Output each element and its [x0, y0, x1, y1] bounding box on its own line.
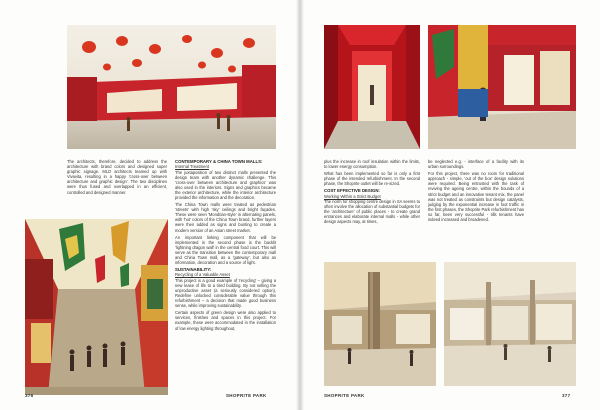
mall-interior-columns-photo	[324, 262, 436, 386]
body-paragraph: This project is a good example of 'recycling' – giving a new lease of life to a tired building. By not selling the unproductive asset (a seriously considered option), Redefine unlocked considerable value through this refurbishment – a decision that made good business sense, while improving sustainability.	[175, 277, 276, 309]
section-heading: SUSTAINABILITY:	[175, 267, 212, 273]
body-paragraph: Certain aspects of green design were also applied to services, finishes and spaces in this project. For example, these were accommodated in the installation of low energy lighting throughout,	[175, 310, 276, 331]
section-subheading: Recycling of a Valuable Asset	[175, 272, 230, 278]
page-number-left: 376	[25, 393, 34, 398]
shopfront-corridor-photo	[428, 25, 576, 149]
section-heading: COST EFFECTIVE DESIGN:	[324, 188, 380, 194]
intro-paragraph: The architects, therefore, decided to address the architecture with brand colors and designed super graphic signage. MLD architects teamed up with Vivavita, resulting in a happy 'cross-over between architecture and graphic design'. The two disciplines were thus fused and overlapped in an efficient, controlled and designed manner.	[67, 159, 167, 195]
red-facade-photo	[324, 25, 420, 149]
running-footer-left: SHOPRITE PARK	[226, 393, 267, 398]
left-text-column-2	[175, 159, 276, 333]
body-paragraph: The China Town malls were treated as pedestrian 'streets' with high 'sky' ceilings and bright façades. These were seen 'Mondrian-style' in alternating panels, with 'hot' colors of the China Town brand, further layers were then added as signs and bunting to create a modern version of an Asian street market.	[175, 202, 276, 233]
section-heading: CONTEMPORARY & CHINA TOWN MALLS:	[175, 159, 263, 164]
mall-corridor-photo	[444, 262, 576, 386]
page-gutter	[296, 0, 304, 410]
body-paragraph: What has been implemented so far is only a first phase of the intended refurbishment. In the second phase, the Shoprite outlet will be re-sized.	[324, 171, 420, 187]
body-paragraph: The norm for shopping centre design in SA seems to often involve the allocation of substantial budgets for the 'architecture' of public places - to create grand entrances and elaborate internal malls - while other design aspects may, at times,	[324, 198, 420, 225]
left-text-column-1	[67, 159, 167, 197]
china-town-mall-photo	[25, 219, 168, 395]
section-subheading: Internal Treatment	[175, 164, 209, 170]
body-paragraph: An important linking component that will be implemented in the second phase is the backlit 'lightning dragon wall' in the central food court. This will serve as the transition between the contemporary mall and China Town mall, as a 'gateway', but also as information, decoration and a source of light.	[175, 234, 276, 266]
body-paragraph: The juxtaposition of two distinct malls presented the design team with another dynamic challenge. This 'cross-over between architecture and graphics' was also used in the interiors. Signs and graphics became the exterior architecture, while the interior architecture provided the information and the decoration.	[175, 169, 276, 200]
running-footer-right: SHOPRITE PARK	[324, 393, 365, 398]
right-text-column-2	[428, 159, 524, 224]
mall-lanterns-photo	[67, 25, 276, 149]
right-text-column-1	[324, 159, 420, 226]
body-paragraph: be neglected e.g. - interface of a facility with its urban surroundings.	[428, 159, 524, 170]
right-page	[300, 0, 600, 410]
body-paragraph: plus the increase in roof insulation within the limits, to lower energy consumption.	[324, 159, 420, 170]
page-number-right: 377	[562, 393, 571, 398]
body-paragraph: For this project, there was no room for traditional approach - simple, 'out of the box' design solutions were required. Being entrusted with the task of reviving the ageing centre, within the bounds of a strict budget and an innovative tenant mix, the panel was not treated as constraints but design catalysts, judging by the exponential increase in foot traffic in the first phases, the Shoprite Park refurbishment has so far, been very successful - tills tenants have indeed increased and broadened.	[428, 171, 524, 223]
section-subheading: Working Within a Strict Budget	[324, 193, 381, 199]
